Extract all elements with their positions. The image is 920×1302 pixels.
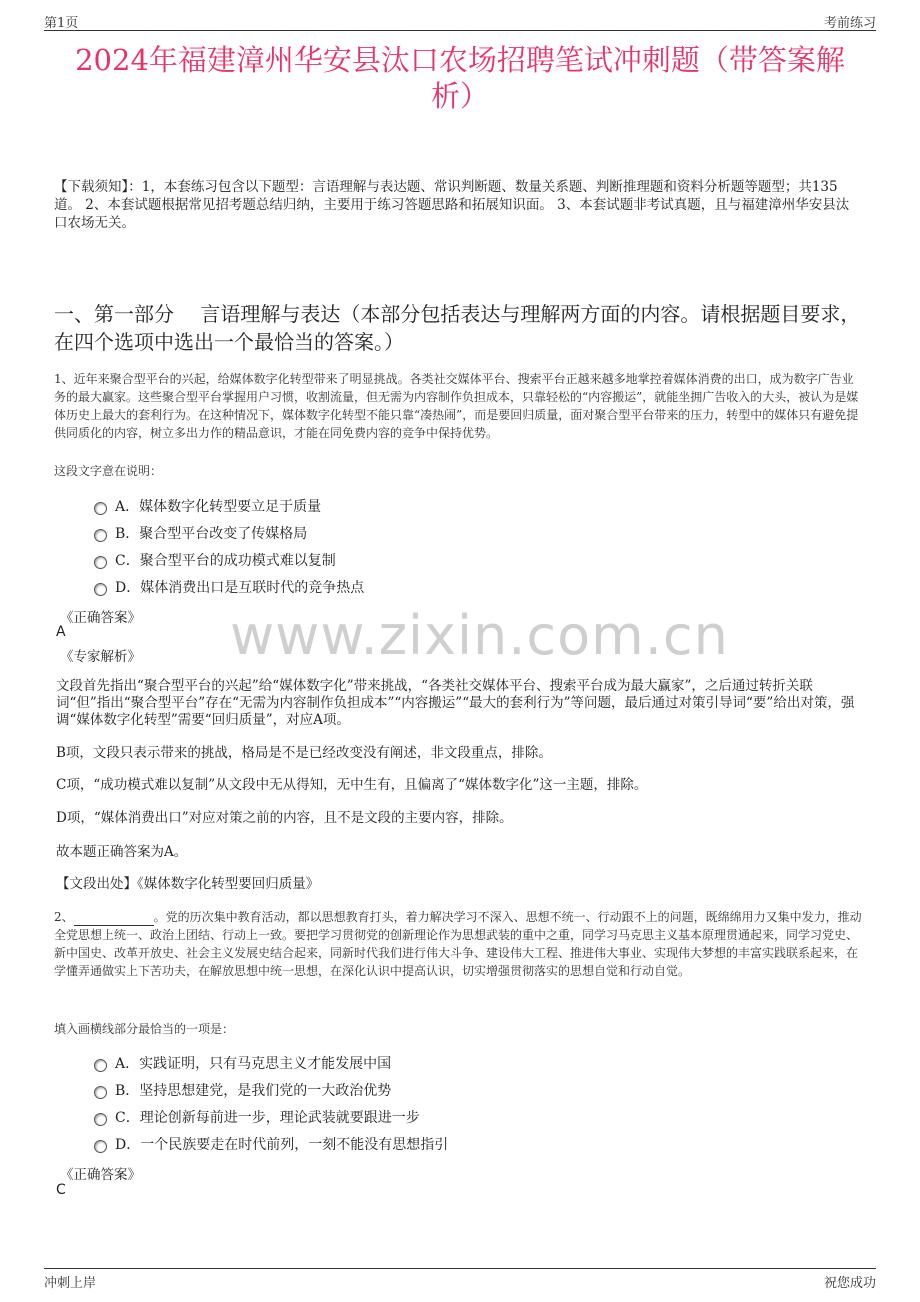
footer-right: 祝您成功 (823, 1276, 876, 1291)
q1-analysis-label: 《专家解析》 (60, 649, 141, 665)
q2-option-d[interactable] (94, 1134, 448, 1154)
q1-option-a[interactable] (94, 496, 321, 516)
download-notice: 【下载须知】：1，本套练习包含以下题型：言语理解与表达题、常识判断题、数量关系题、判断推理题和资料分析题等题型；共135道。 2、本套试题根据常见招考题总结归纳，主要用于练习答题思路和拓展知识面。 3、本套试题非考试真题，且与福建漳州华安县汰口农场无关。 (54, 179, 850, 231)
document-title: 2024年福建漳州华安县汰口农场招聘笔试冲刺题（带答案解析） (75, 43, 845, 113)
q2-option-b[interactable] (94, 1080, 391, 1100)
section-title: 一、第一部分 言语理解与表达（本部分包括表达与理解两方面的内容。请根据题目要求，在四个选项中选出一个最恰当的答案。） (54, 302, 861, 354)
q1-option-d[interactable] (94, 577, 364, 597)
q1-analysis-para: D项，“媒体消费出口”对应对策之前的内容，且不是文段的主要内容，排除。 (56, 810, 513, 826)
radio-icon[interactable] (94, 1086, 107, 1099)
fill-blank (74, 913, 154, 926)
header-tag: 考前练习 (823, 16, 876, 31)
option-label: D．一个民族要走在时代前列，一刻不能没有思想指引 (115, 1137, 449, 1153)
q1-option-b[interactable] (94, 523, 307, 543)
option-label: B．聚合型平台改变了传媒格局 (115, 526, 308, 542)
option-label: B．坚持思想建党，是我们党的一大政治优势 (115, 1083, 392, 1099)
q2-option-a[interactable] (94, 1053, 391, 1073)
q1-source: 【文段出处】《媒体数字化转型要回归质量》 (56, 876, 320, 892)
page-number: 第1页 (44, 16, 79, 31)
q1-analysis-para: 故本题正确答案为A。 (56, 844, 188, 860)
question-2-number: 2、 (54, 910, 74, 924)
q1-option-c[interactable] (94, 550, 336, 570)
q2-option-c[interactable] (94, 1107, 420, 1127)
radio-icon[interactable] (94, 1059, 107, 1072)
question-1-text: 1、近年来聚合型平台的兴起，给媒体数字化转型带来了明显挑战。各类社交媒体平台、搜索平台正越来越多地掌控着媒体消费的出口，成为数字广告业务的最大赢家。这些聚合型平台掌握用户习惯，收割流量，但无需为内容制作负担成本，只靠轻松的“内容搬运”，就能坐拥广告收入的大头，被认为是媒体历史上最大的套利行为。在这种情况下，媒体数字化转型不能只靠“凑热闹”，而是要回归质量，面对聚合型平台带来的压力，转型中的媒体只有避免提供同质化的内容，树立多出力作的精品意识，才能在同免费内容的竞争中保持优势。 (54, 372, 859, 440)
radio-icon[interactable] (94, 1113, 107, 1126)
option-label: D．媒体消费出口是互联时代的竞争热点 (115, 580, 365, 596)
watermark: www.zixin.com.cn (230, 604, 729, 667)
radio-icon[interactable] (94, 583, 107, 596)
radio-icon[interactable] (94, 502, 107, 515)
option-label: A．实践证明，只有马克思主义才能发展中国 (115, 1056, 392, 1072)
q1-analysis-para: B项，文段只表示带来的挑战，格局是不是已经改变没有阐述，非文段重点，排除。 (56, 745, 552, 761)
q2-answer: C (56, 1182, 66, 1198)
question-2-text (54, 908, 864, 980)
radio-icon[interactable] (94, 529, 107, 542)
radio-icon[interactable] (94, 556, 107, 569)
q1-answer-label: 《正确答案》 (60, 610, 141, 626)
option-label: C．理论创新每前进一步，理论武装就要跟进一步 (115, 1110, 420, 1126)
footer-divider (44, 1268, 876, 1269)
question-2-body: 。党的历次集中教育活动，都以思想教育打头，着力解决学习不深入、思想不统一、行动跟不上的问题，既绵绵用力又集中发力，推动全党思想上统一、政治上团结、行动上一致。要把学习贯彻党的创新理论作为思想武装的重中之重，同学习马克思主义基本原理贯通起来，同学习党史、新中国史、改革开放史、社会主义发展史结合起来，同新时代我们进行伟大斗争、建设伟大工程、推进伟大事业、实现伟大梦想的丰富实践联系起来，在学懂弄通做实上下苦功夫，在解放思想中统一思想，在深化认识中提高认识，切实增强贯彻落实的思想自觉和行动自觉。 (54, 910, 862, 978)
option-label: A．媒体数字化转型要立足于质量 (115, 499, 322, 515)
option-label: C．聚合型平台的成功模式难以复制 (115, 553, 336, 569)
question-1-prompt: 这段文字意在说明： (54, 464, 163, 478)
q2-answer-label: 《正确答案》 (60, 1167, 141, 1183)
footer-left: 冲刺上岸 (44, 1276, 97, 1291)
question-2-prompt: 填入画横线部分最恰当的一项是： (54, 1022, 235, 1036)
radio-icon[interactable] (94, 1140, 107, 1153)
header-divider (44, 30, 876, 31)
q1-analysis-para: C项，“成功模式难以复制”从文段中无从得知，无中生有，且偏离了“媒体数字化”这一主题，排除。 (56, 777, 648, 793)
q1-analysis-para: 文段首先指出“聚合型平台的兴起”给“媒体数字化”带来挑战，“各类社交媒体平台、搜索平台成为最大赢家”，之后通过转折关联词“但”指出“聚合型平台”存在“无需为内容制作负担成本”“内容搬运”“最大的套利行为”等问题，最后通过对策引导词“要”给出对策，强调“媒体数字化转型”需要“回归质量”，对应A项。 (56, 678, 855, 728)
q1-answer: A (56, 624, 66, 640)
